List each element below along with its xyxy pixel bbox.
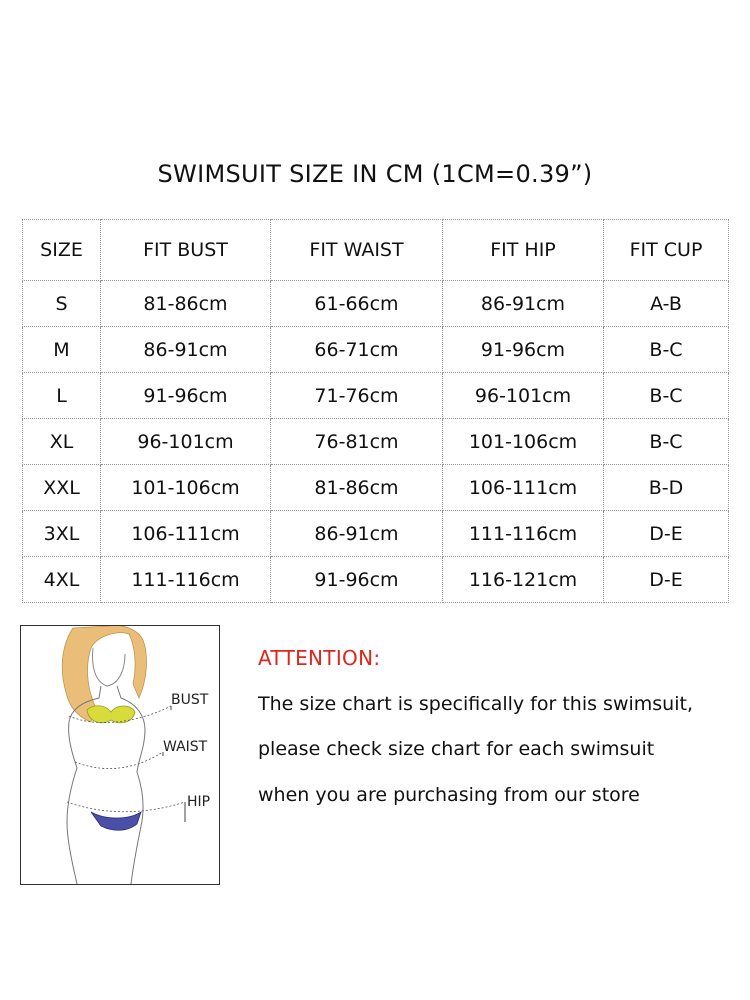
attention-line: please check size chart for each swimsuit <box>258 738 655 760</box>
header-fit-cup: FIT CUP <box>604 220 729 281</box>
cell-waist: 71-76cm <box>271 373 443 419</box>
header-fit-bust: FIT BUST <box>101 220 271 281</box>
cell-bust: 86-91cm <box>101 327 271 373</box>
cell-cup: D-E <box>604 511 729 557</box>
size-table <box>22 219 729 603</box>
cell-waist: 86-91cm <box>271 511 443 557</box>
cell-cup: B-C <box>604 373 729 419</box>
header-fit-waist: FIT WAIST <box>271 220 443 281</box>
bikini-bottom <box>91 812 141 830</box>
cell-waist: 91-96cm <box>271 557 443 603</box>
table-row <box>23 465 729 511</box>
hip-measure-line <box>67 802 185 812</box>
cell-bust: 111-116cm <box>101 557 271 603</box>
cell-size: XXL <box>23 465 101 511</box>
waist-measure-line <box>75 752 163 769</box>
cell-size: M <box>23 327 101 373</box>
cell-hip: 106-111cm <box>443 465 604 511</box>
table-row <box>23 419 729 465</box>
table-row <box>23 557 729 603</box>
header-fit-hip: FIT HIP <box>443 220 604 281</box>
cell-size: 4XL <box>23 557 101 603</box>
cell-hip: 116-121cm <box>443 557 604 603</box>
cell-waist: 76-81cm <box>271 419 443 465</box>
attention-line: when you are purchasing from our store <box>258 784 640 806</box>
cell-bust: 106-111cm <box>101 511 271 557</box>
cell-hip: 86-91cm <box>443 281 604 327</box>
cell-waist: 66-71cm <box>271 327 443 373</box>
cell-hip: 101-106cm <box>443 419 604 465</box>
cell-hip: 91-96cm <box>443 327 604 373</box>
cell-cup: B-C <box>604 327 729 373</box>
cell-waist: 61-66cm <box>271 281 443 327</box>
attention-heading: ATTENTION: <box>258 646 381 670</box>
cell-size: L <box>23 373 101 419</box>
cell-bust: 91-96cm <box>101 373 271 419</box>
table-header-row <box>23 220 729 281</box>
bust-label: BUST <box>171 692 209 708</box>
face-outline <box>93 648 125 686</box>
cell-size: XL <box>23 419 101 465</box>
attention-line: The size chart is specifically for this swimsuit, <box>258 693 693 715</box>
cell-hip: 96-101cm <box>443 373 604 419</box>
cell-bust: 96-101cm <box>101 419 271 465</box>
cell-cup: B-C <box>604 419 729 465</box>
table-row <box>23 281 729 327</box>
cell-size: 3XL <box>23 511 101 557</box>
page-title: SWIMSUIT SIZE IN CM (1CM=0.39”) <box>157 160 593 188</box>
cell-cup: B-D <box>604 465 729 511</box>
header-size: SIZE <box>23 220 101 281</box>
waist-label: WAIST <box>163 739 208 755</box>
cell-waist: 81-86cm <box>271 465 443 511</box>
table-row <box>23 373 729 419</box>
cell-cup: D-E <box>604 557 729 603</box>
bikini-top <box>87 706 135 723</box>
cell-bust: 81-86cm <box>101 281 271 327</box>
hip-label: HIP <box>187 794 211 810</box>
cell-hip: 111-116cm <box>443 511 604 557</box>
table-row <box>23 327 729 373</box>
cell-bust: 101-106cm <box>101 465 271 511</box>
woman-figure-illustration <box>21 626 219 884</box>
cell-size: S <box>23 281 101 327</box>
measurement-figure <box>20 625 220 885</box>
cell-cup: A-B <box>604 281 729 327</box>
table-row <box>23 511 729 557</box>
